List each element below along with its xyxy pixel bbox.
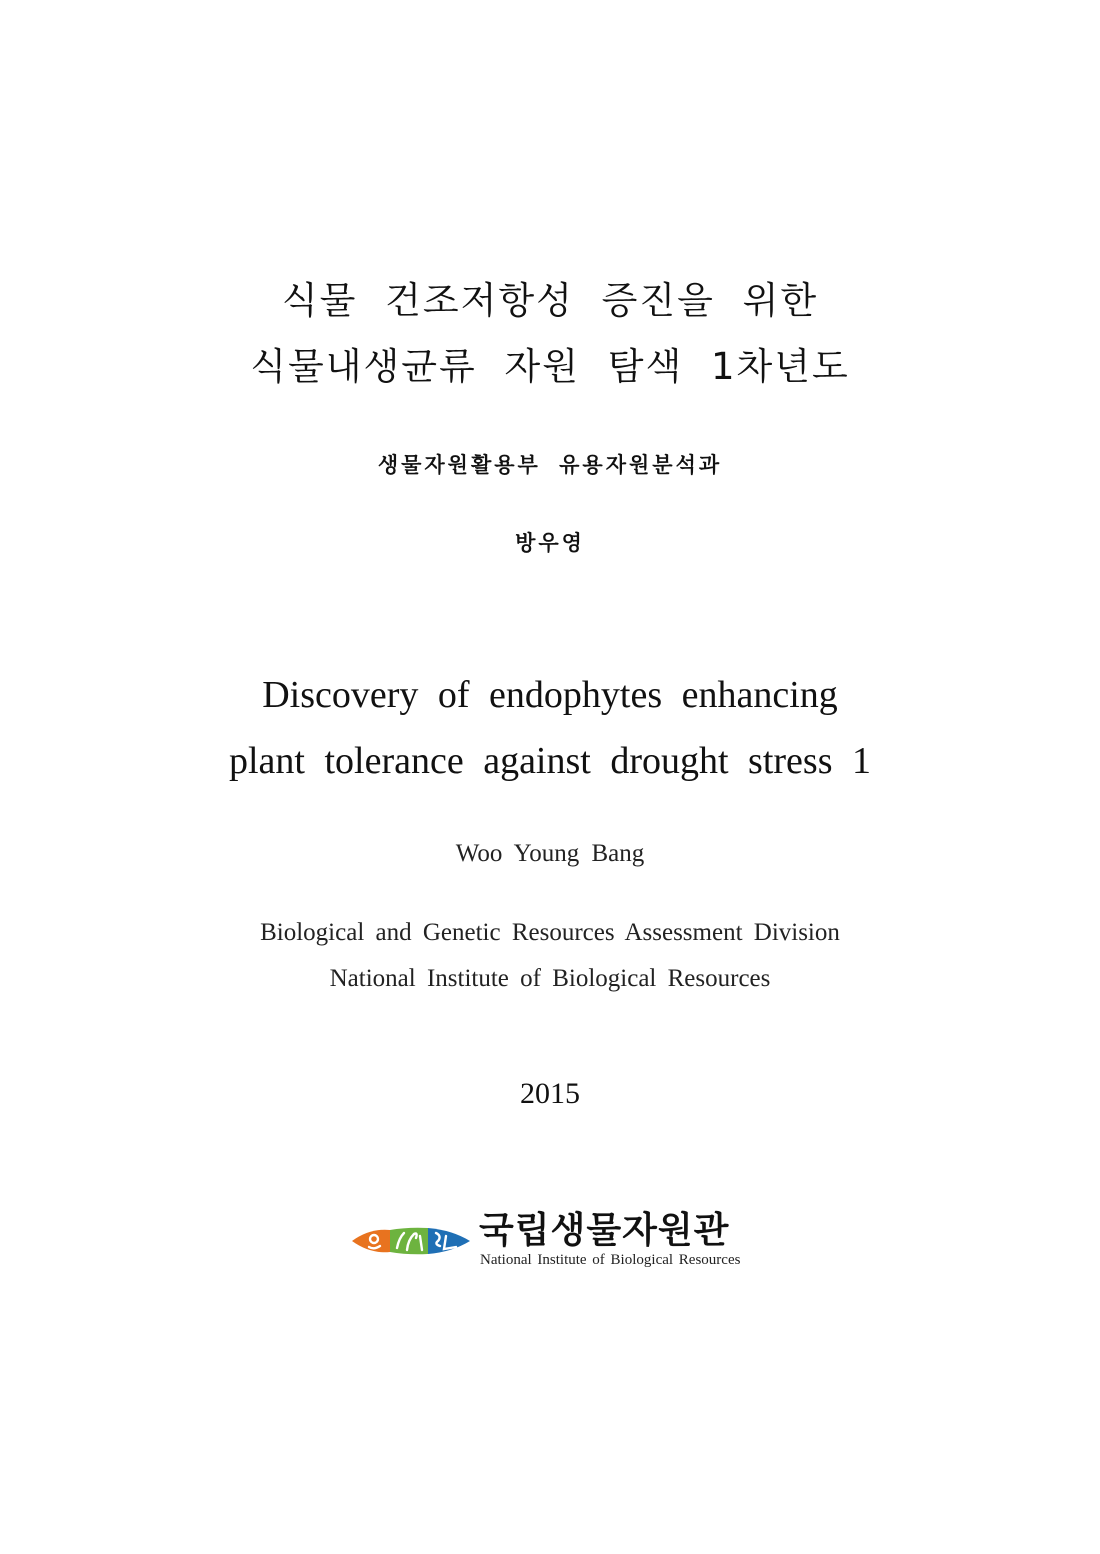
leaf-logo-icon xyxy=(352,1224,470,1258)
korean-author: 방우영 xyxy=(515,531,585,555)
korean-department: 생물자원활용부 유용자원분석과 xyxy=(377,453,723,477)
publication-year: 2015 xyxy=(520,1077,580,1110)
english-title-line-1: Discovery of endophytes enhancing xyxy=(262,674,838,716)
institute-logo xyxy=(352,1200,752,1280)
logo-korean-name: 국립생물자원관 xyxy=(479,1210,730,1251)
english-division: Biological and Genetic Resources Assessment Division xyxy=(260,919,840,946)
english-author: Woo Young Bang xyxy=(455,840,645,867)
english-title-line-2: plant tolerance against drought stress 1 xyxy=(228,740,871,782)
logo-blue-segment xyxy=(428,1228,470,1254)
korean-title-line-1: 식물 건조저항성 증진을 위한 xyxy=(281,279,819,322)
logo-english-name: National Institute of Biological Resources xyxy=(480,1252,741,1268)
korean-title-line-2: 식물내생균류 자원 탐색 1차년도 xyxy=(250,345,850,388)
english-institute: National Institute of Biological Resources xyxy=(329,965,771,992)
